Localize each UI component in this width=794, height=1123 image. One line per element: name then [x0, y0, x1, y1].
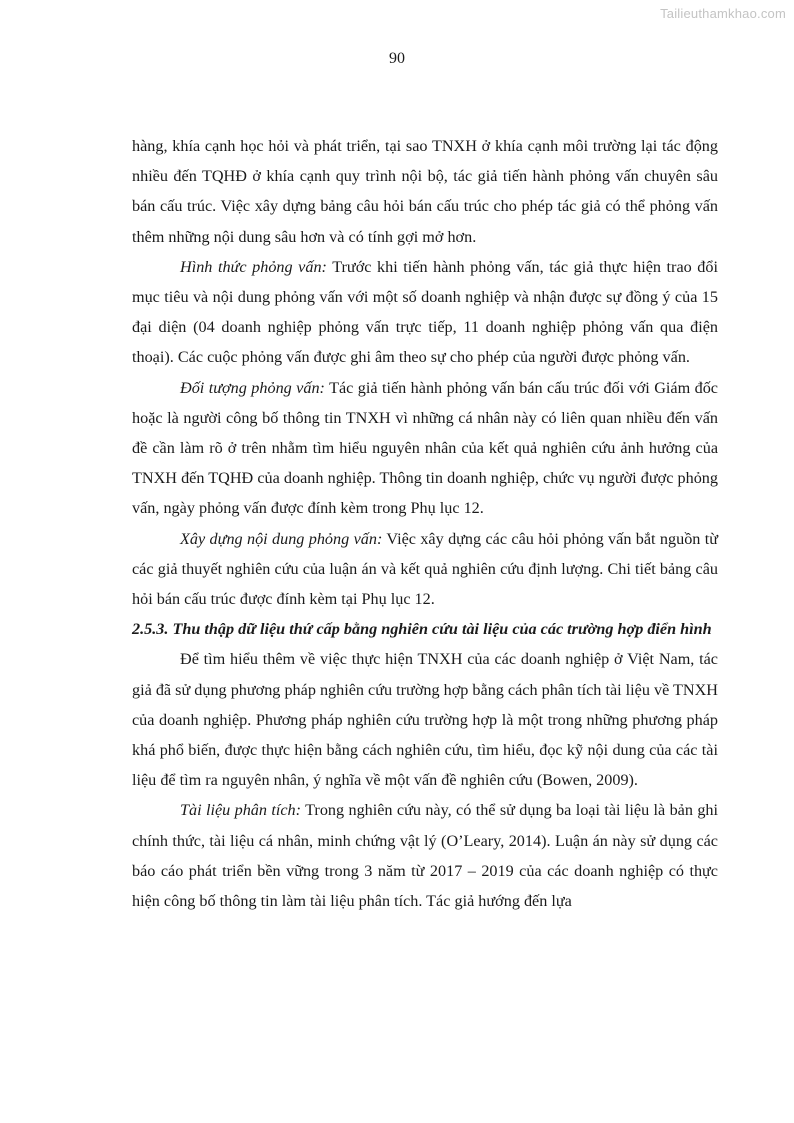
paragraph-text: Trước khi tiến hành phỏng vấn, tác giả thực hiện trao đổi mục tiêu và nội dung phỏng vấn với một số doanh nghiệp và nhận được sự đồng ý của 15 đại diện (04 doanh nghiệp phỏng vấn trực tiếp, 11 doanh nghiệp phỏng vấn qua điện thoại). Các cuộc phỏng vấn được ghi âm theo sự cho phép của người được phỏng vấn.	[132, 257, 718, 367]
paragraph-lead: Tài liệu phân tích:	[180, 801, 302, 820]
paragraph-text: hàng, khía cạnh học hỏi và phát triển, tại sao TNXH ở khía cạnh môi trường lại tác động nhiều đến TQHĐ ở khía cạnh quy trình nội bộ, tác giả tiến hành phỏng vấn chuyên sâu bán cấu trúc. Việc xây dựng bảng câu hỏi bán cấu trúc cho phép tác giả có thể phỏng vấn thêm những nội dung sâu hơn và có tính gợi mở hơn.	[132, 137, 718, 246]
paragraph-text: Tác giả tiến hành phỏng vấn bán cấu trúc đối với Giám đốc hoặc là người công bố thông tin TNXH vì những cá nhân này có liên quan nhiều đến vấn đề cần làm rõ ở trên nhằm tìm hiểu nguyên nhân của kết quả nghiên cứu ảnh hưởng của TNXH đến TQHĐ của doanh nghiệp. Thông tin doanh nghiệp, chức vụ người được phỏng vấn, ngày phỏng vấn được đính kèm trong Phụ lục 12.	[132, 378, 718, 518]
paragraph-lead: Hình thức phỏng vấn:	[180, 257, 327, 276]
paragraph-analysis-documents	[132, 795, 718, 916]
paragraph-continuation	[132, 131, 718, 252]
paragraph-interview-content	[132, 524, 718, 615]
paragraph-interview-format	[132, 252, 718, 373]
paragraph-lead: Đối tượng phỏng vấn:	[180, 378, 325, 397]
paragraph-interview-subjects	[132, 373, 718, 524]
document-body	[132, 131, 718, 916]
paragraph-text: Trong nghiên cứu này, có thể sử dụng ba loại tài liệu là bản ghi chính thức, tài liệu cá nhân, minh chứng vật lý (O’Leary, 2014). Luận án này sử dụng các báo cáo phát triển bền vững trong 3 năm từ 2017 – 2019 của các doanh nghiệp có thực hiện công bố thông tin làm tài liệu phân tích. Tác giả hướng đến lựa	[132, 801, 719, 911]
paragraph-text: Việc xây dựng các câu hỏi phỏng vấn bắt nguồn từ các giả thuyết nghiên cứu của luận án và kết quả nghiên cứu định lượng. Chi tiết bảng câu hỏi bán cấu trúc được đính kèm tại Phụ lục 12.	[132, 529, 718, 609]
paragraph-lead: Xây dựng nội dung phỏng vấn:	[180, 529, 383, 548]
paragraph-text: Để tìm hiểu thêm về việc thực hiện TNXH của các doanh nghiệp ở Việt Nam, tác giả đã sử dụng phương pháp nghiên cứu trường hợp bằng cách phân tích tài liệu về TNXH của doanh nghiệp. Phương pháp nghiên cứu trường hợp là một trong những phương pháp khá phổ biến, được thực hiện bằng cách nghiên cứu, tìm hiểu, đọc kỹ nội dung của các tài liệu để tìm ra nguyên nhân, ý nghĩa về một vấn đề nghiên cứu (Bowen, 2009).	[132, 650, 718, 790]
page-number: 90	[389, 50, 405, 67]
section-heading: 2.5.3. Thu thập dữ liệu thứ cấp bằng nghiên cứu tài liệu của các trường hợp điển hình	[132, 620, 712, 639]
paragraph-case-study	[132, 644, 718, 795]
watermark: Tailieuthamkhao.com	[660, 6, 786, 21]
